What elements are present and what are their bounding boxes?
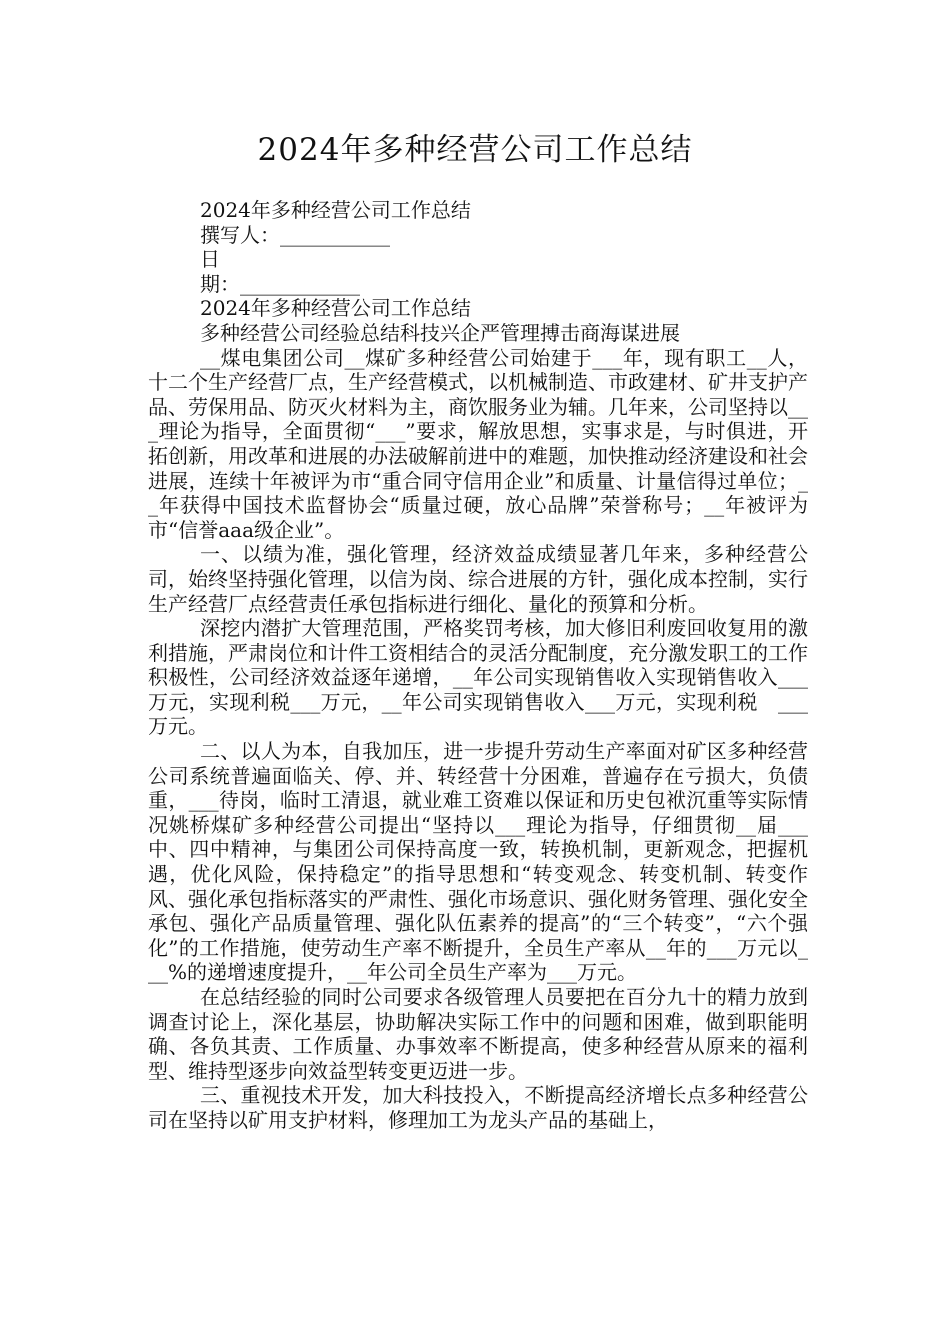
author-line: 撰写人：___________: [200, 222, 390, 247]
paragraph: 一、以绩为准，强化管理，经济效益成绩显著几年来，多种经营公司，始终坚持强化管理，以信为岗、综合进展的方针，强化成本控制，实行生产经营厂点经营责任承包指标进行细化、量化的预算和分析。: [148, 542, 808, 616]
repeat-title: 2024年多种经营公司工作总结: [200, 296, 471, 321]
document-body: [148, 198, 808, 1133]
paragraph: 三、重视技术开发，加大科技投入，不断提高经济增长点多种经营公司在坚持以矿用支护材料，修理加工为龙头产品的基础上，: [148, 1083, 808, 1132]
paragraph: 在总结经验的同时公司要求各级管理人员要把在百分九十的精力放到调查讨论上，深化基层，协助解决实际工作中的问题和困难，做到职能明确、各负其责、工作质量、办事效率不断提高，使多种经营从原来的福利型、维持型逐步向效益型转变更迈进一步。: [148, 985, 808, 1083]
paragraph: 深挖内潜扩大管理范围，严格奖罚考核，加大修旧利废回收复用的激利措施，严肃岗位和计件工资相结合的灵活分配制度，充分激发职工的工作积极性，公司经济效益逐年递增，__年公司实现销售收入实现销售收入___万元，实现利税___万元，__年公司实现销售收入___万元，实现利税 ___万元。: [148, 616, 808, 739]
section-heading: 多种经营公司经验总结科技兴企严管理搏击商海谋进展: [200, 320, 680, 345]
document-title: 2024年多种经营公司工作总结: [257, 132, 693, 168]
paragraph: 二、以人为本，自我加压，进一步提升劳动生产率面对矿区多种经营公司系统普遍面临关、停、并、转经营十分困难，普遍存在亏损大，负债重，___待岗，临时工清退，就业难工资难以保证和历史包袱沉重等实际情况姚桥煤矿多种经营公司提出“坚持以___理论为指导，仔细贯彻__届___中、四中精神，与集团公司保持高度一致，转换机制，更新观念，把握机遇，优化风险，保持稳定”的指导思想和“转变观念、转变机制、转变作风、强化承包指标落实的严肃性、强化市场意识、强化财务管理、强化安全承包、强化产品质量管理、强化队伍素养的提高”的“三个转变”，“六个强化”的工作措施，使劳动生产率不断提升，全员生产率从__年的___万元以___%的递增速度提升，__年公司全员生产率为___万元。: [148, 739, 808, 985]
date-label: 日: [200, 247, 220, 272]
paragraph: __煤电集团公司__煤矿多种经营公司始建于___年，现有职工__人，十二个生产经营厂点，生产经营模式，以机械制造、市政建材、矿井支护产品、劳保用品、防灭火材料为主，商饮服务业为辅。几年来，公司坚持以___理论为指导，全面贯彻“___”要求，解放思想，实事求是，与时俱进，开拓创新，用改革和进展的办法破解前进中的难题，加快推动经济建设和社会进展，连续十年被评为市“重合同守信用企业”和质量、计量信得过单位；__年获得中国技术监督协会“质量过硬，放心品牌”荣誉称号；__年被评为市“信誉aaa级企业”。: [148, 345, 808, 542]
date-line: 期：____________: [200, 271, 360, 296]
document-subtitle: 2024年多种经营公司工作总结: [200, 198, 471, 222]
